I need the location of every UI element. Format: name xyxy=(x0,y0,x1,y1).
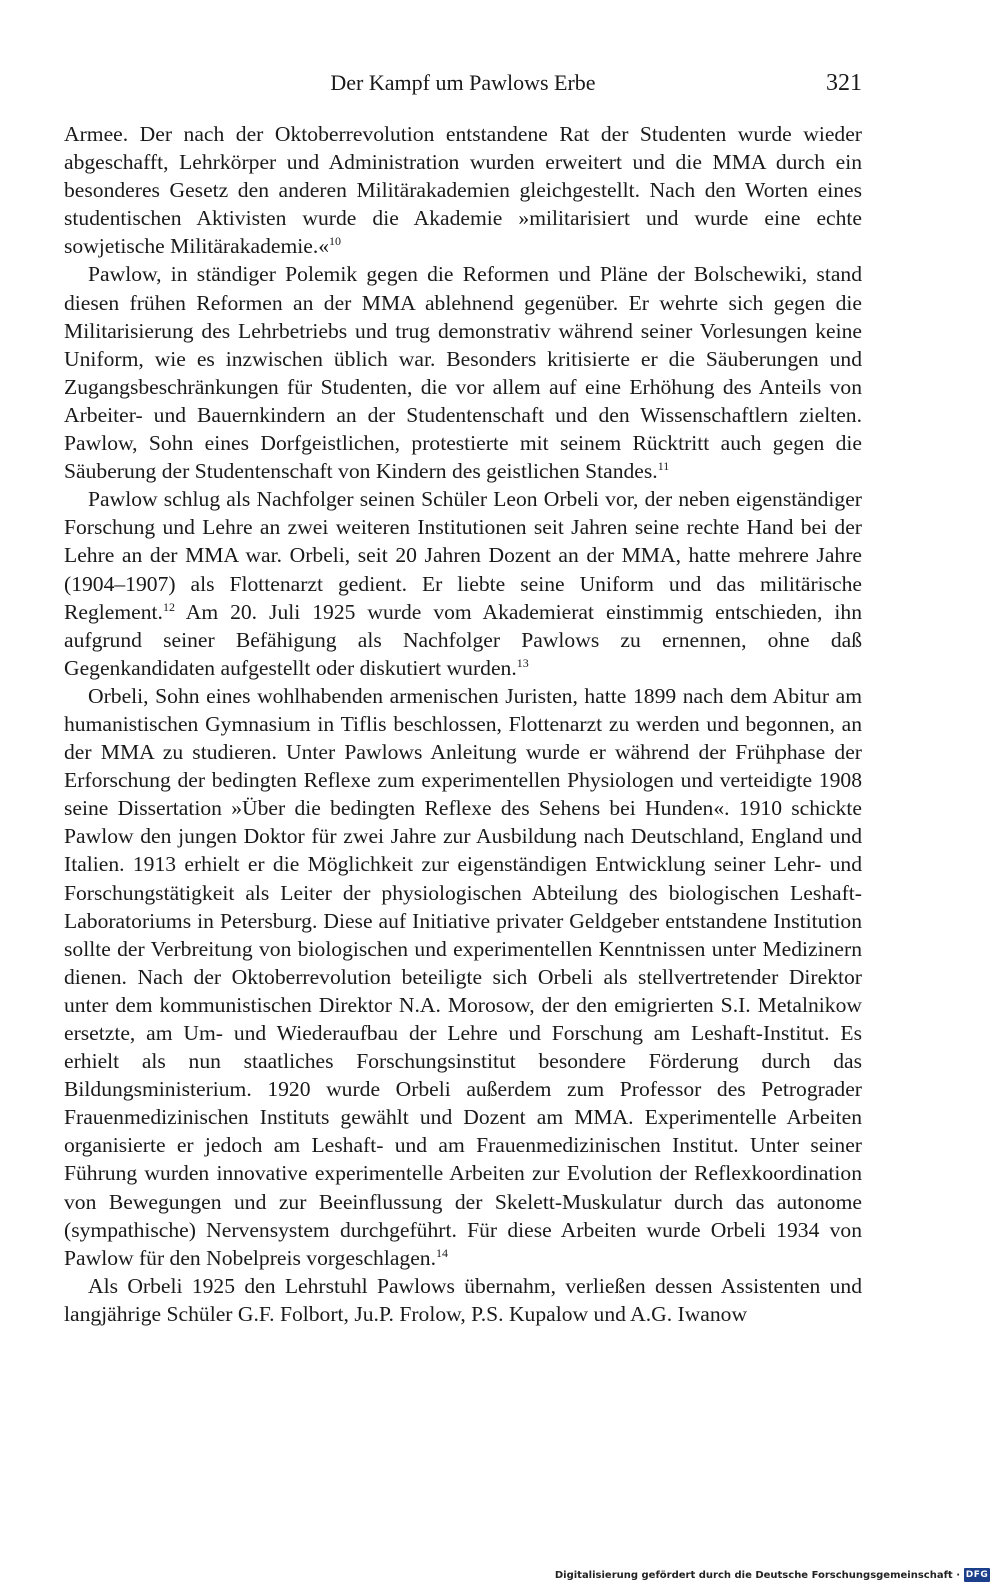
digitization-credit: Digitalisierung gefördert durch die Deutsche Forschungsgemeinschaft · xyxy=(554,1569,960,1581)
paragraph-2-text: Pawlow, in ständiger Polemik gegen die Reformen und Pläne der Bolschewiki, stand diesen frühen Reformen an der MMA ablehnend gegenüber. Er wehrte sich gegen die Militarisierung des Lehrbetriebs und trug demonstrativ während seiner Vorlesungen keine Uniform, wie es inzwischen üblich war. Besonders kritisierte er die Säuberungen und Zugangsbeschränkungen für Studenten, die vor allem auf eine Erhöhung des Anteils von Arbeiter- und Bauernkindern an der Studentenschaft und den Wissenschaftlern zielten. Pawlow, Sohn eines Dorfgeistlichen, protestierte mit seinem Rücktritt auch gegen die Säuberung der Studentenschaft von Kindern des geistlichen Standes. xyxy=(64,262,862,484)
footnote-ref-13[interactable]: 13 xyxy=(516,655,529,670)
dfg-logo-icon: DFG xyxy=(965,1570,989,1580)
paragraph-4 xyxy=(64,682,862,1272)
paragraph-3 xyxy=(64,485,862,682)
paragraph-1 xyxy=(64,120,862,260)
page-number: 321 xyxy=(826,70,862,96)
paragraph-4-text: Orbeli, Sohn eines wohlhabenden armenischen Juristen, hatte 1899 nach dem Abitur am humanistischen Gymnasium in Tiflis beschlossen, Flottenarzt zu werden und begonnen, an der MMA zu studieren. Unter Pawlows Anleitung wurde er während der Frühphase der Erforschung der bedingten Reflexe zum experimentellen Physiologen und verteidigte 1908 seine Dissertation »Über die bedingten Reflexe des Sehens bei Hunden«. 1910 schickte Pawlow den jungen Doktor für zwei Jahre zur Ausbildung nach Deutschland, England und Italien. 1913 erhielt er die Möglichkeit zur eigenständigen Entwicklung seiner Lehr- und Forschungstätigkeit als Leiter der physiologischen Abteilung des biologischen Leshaft-Laboratoriums in Petersburg. Diese auf Initiative privater Geldgeber entstandene Institution sollte der Verbreitung von biologischen und experimentellen Kenntnissen unter Medizinern dienen. Nach der Oktoberrevolution beteiligte sich Orbeli als stellvertretender Direktor unter dem kommunistischen Direktor N.A. Morosow, der den emigrierten S.I. Metalnikow ersetzte, am Um- und Wiederaufbau der Lehre und Forschung am Leshaft-Institut. Es erhielt als nun staatliches Forschungsinstitut besondere Förderung durch das Bildungsministerium. 1920 wurde Orbeli außerdem zum Professor des Petrograder Frauenmedizinischen Instituts gewählt und Dozent am MMA. Experimentelle Arbeiten organisierte er jedoch am Leshaft- und am Frauenmedizinischen Institut. Unter seiner Führung wurden innovative experimentelle Arbeiten zur Evolution der Reflexkoordination von Bewegungen und zur Beeinflussung der Skelett-Muskulatur durch das autonome (sympathische) Nervensystem durchgeführt. Für diese Arbeiten wurde Orbeli 1934 von Pawlow für den Nobelpreis vorgeschlagen. xyxy=(64,683,862,1270)
paragraph-1-text: Armee. Der nach der Oktoberrevolution entstandene Rat der Studenten wurde wieder abgeschafft, Lehrkörper und Administration wurden erweitert und die MMA durch ein besonderes Gesetz den anderen Militärakademien gleichgestellt. Nach den Worten eines studentischen Aktivisten wurde die Akademie »militarisiert und wurde eine echte sowjetische Militärakademie.« xyxy=(64,122,862,259)
footnote-ref-12[interactable]: 12 xyxy=(162,599,175,614)
paragraph-2 xyxy=(64,260,862,485)
footnote-ref-11[interactable]: 11 xyxy=(657,458,670,473)
paragraph-3-text-b: Am 20. Juli 1925 wurde vom Akademierat einstimmig entschieden, ihn aufgrund seiner Befähigung als Nachfolger Pawlows zu ernennen, ohne daß Gegenkandidaten aufgestellt oder diskutiert wurden. xyxy=(64,599,862,680)
running-header xyxy=(64,66,862,100)
paragraph-3-text-a: Pawlow schlug als Nachfolger seinen Schüler Leon Orbeli vor, der neben eigenständiger Forschung und Lehre an zwei weiteren Institutionen seit Jahren seine rechte Hand bei der Lehre an der MMA war. Orbeli, seit 20 Jahren Dozent an der MMA, hatte mehrere Jahre (1904–1907) als Flottenarzt gedient. Er liebte seine Uniform und das militärische Reglement. xyxy=(64,487,862,624)
paragraph-5-text: Als Orbeli 1925 den Lehrstuhl Pawlows übernahm, verließen dessen Assistenten und langjährige Schüler G.F. Folbort, Ju.P. Frolow, P.S. Kupalow und A.G. Iwanow xyxy=(64,1273,862,1326)
digitization-footer xyxy=(555,1566,990,1584)
paragraph-5 xyxy=(64,1272,862,1328)
footnote-ref-10[interactable]: 10 xyxy=(329,234,342,249)
footnote-ref-14[interactable]: 14 xyxy=(436,1245,448,1260)
body-text xyxy=(64,120,862,1328)
running-title: Der Kampf um Pawlows Erbe xyxy=(330,70,596,95)
